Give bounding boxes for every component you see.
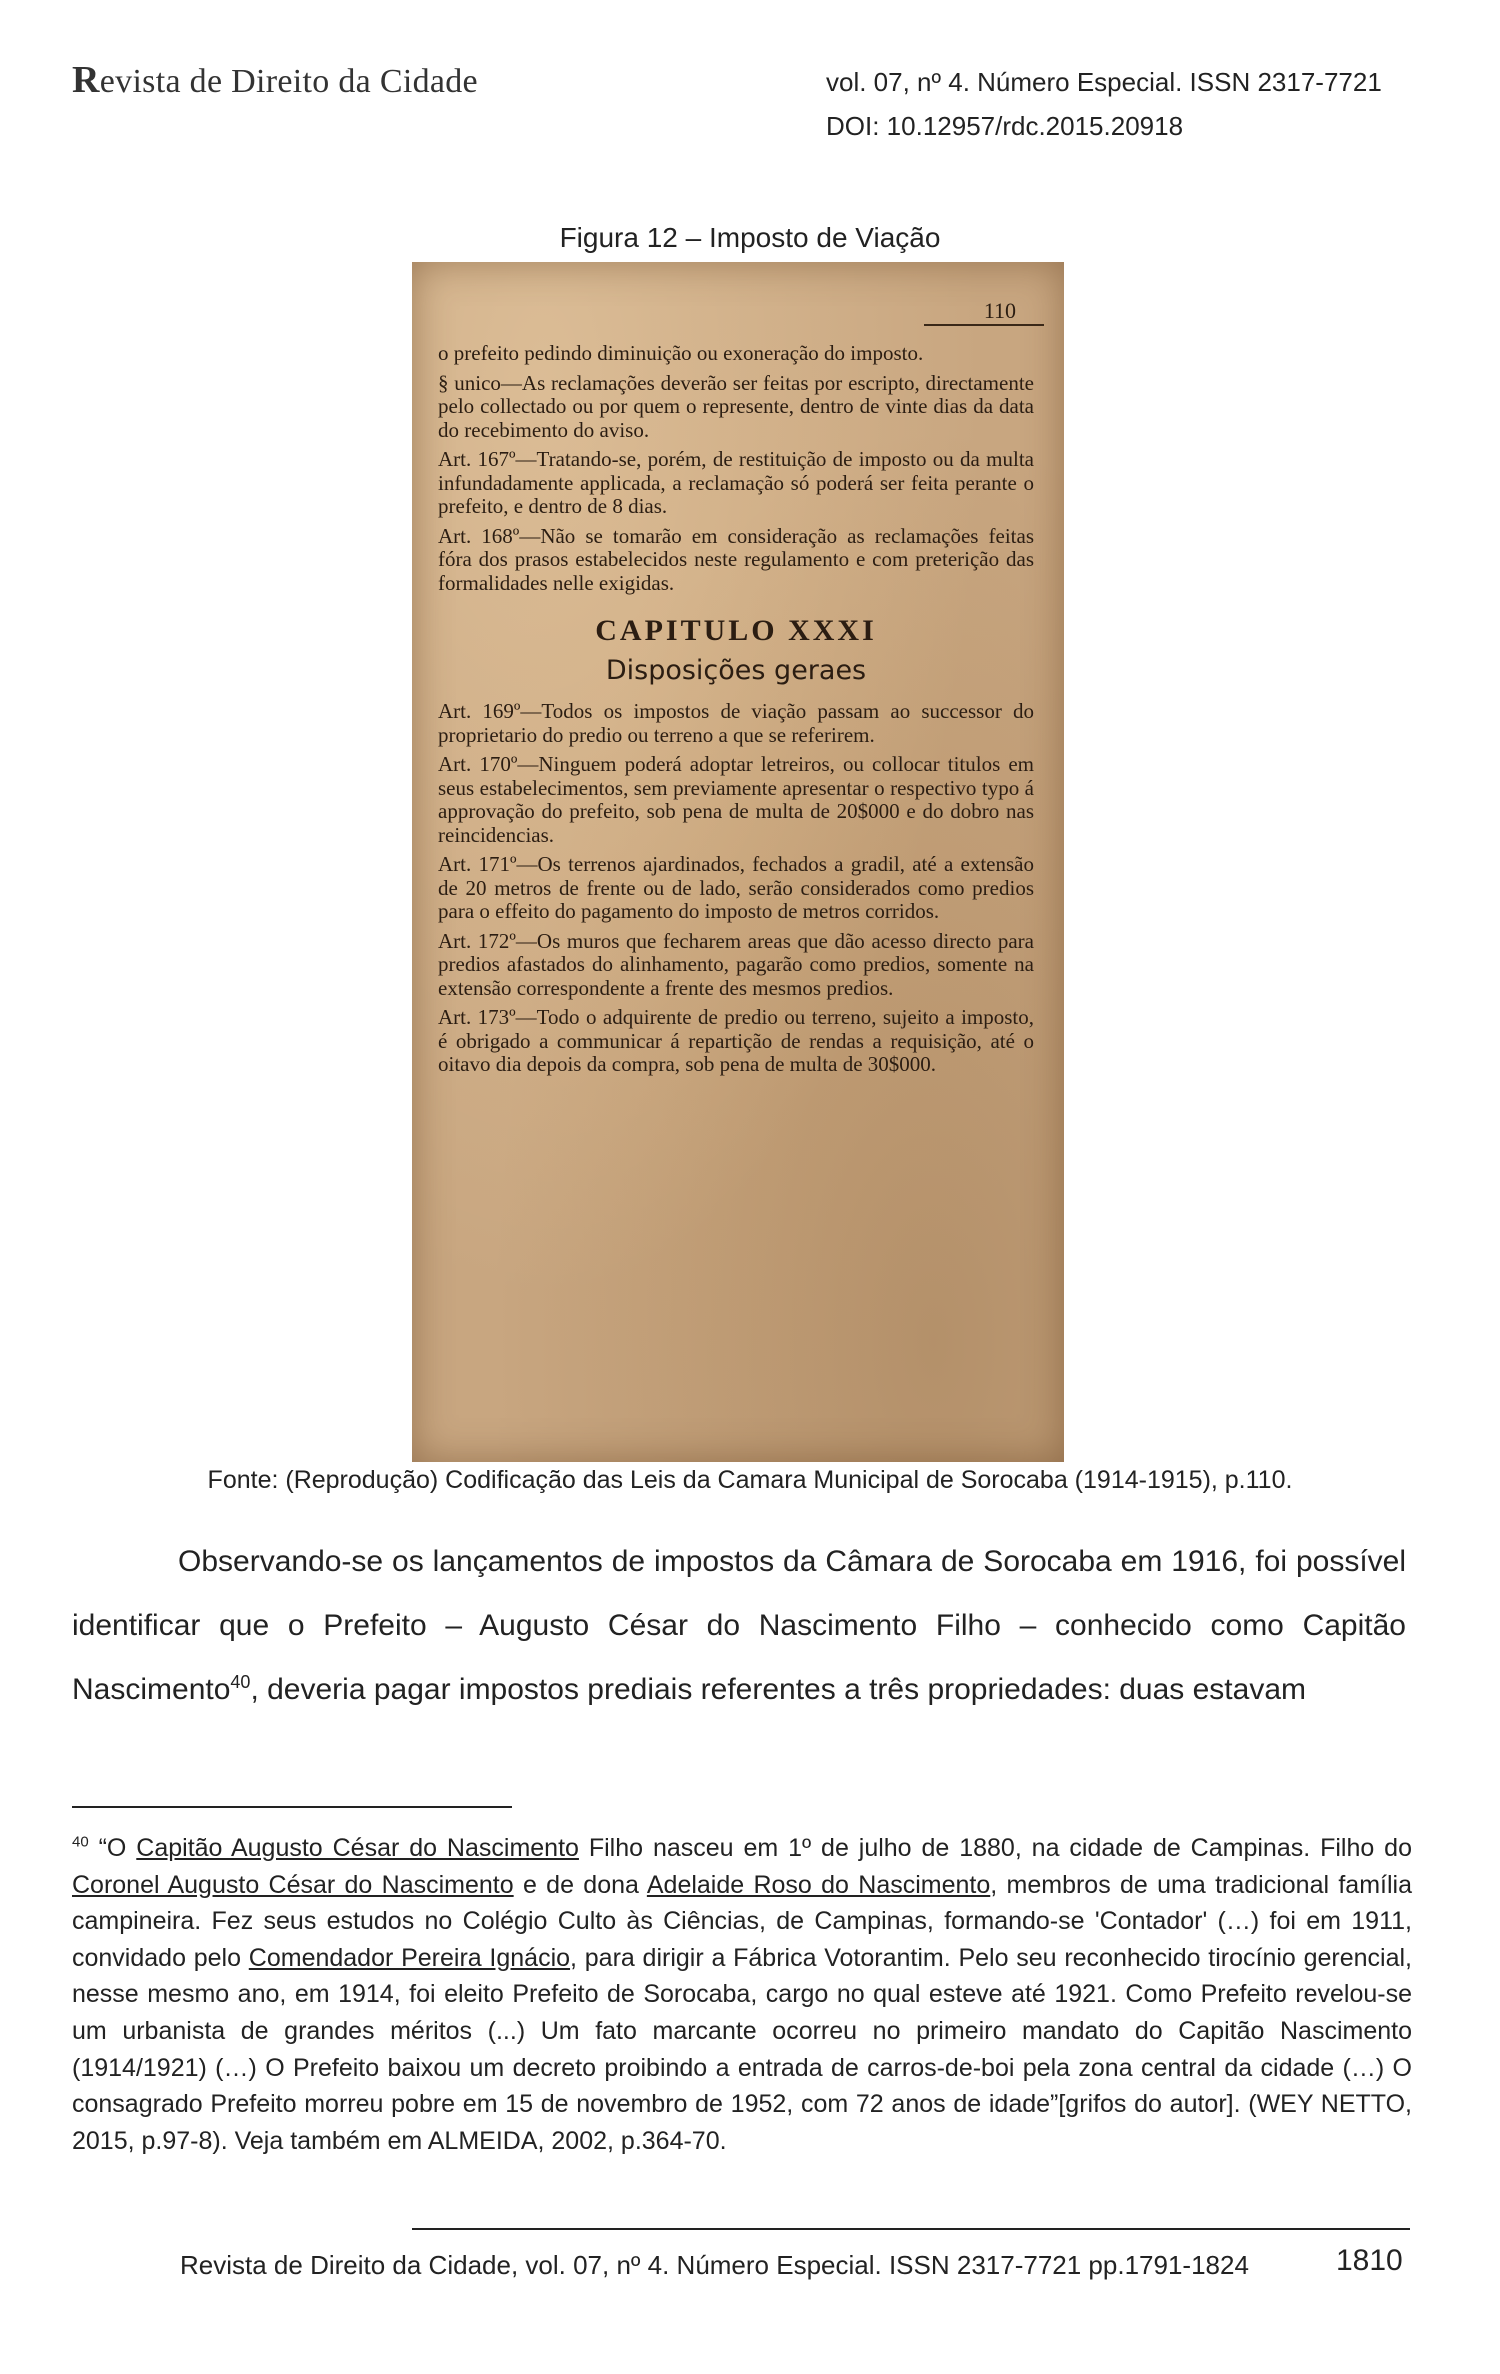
scan-page-rule: [924, 324, 1044, 326]
body-paragraph: [72, 1530, 1406, 1722]
page-number: 1810: [1336, 2244, 1403, 2277]
scan-paragraph: Art. 172º—Os muros que fecharem areas que dão acesso directo para predios afastados do alinhamento, pagarão como predios, somente na extensão correspondente a frente des mesmos predios.: [438, 928, 1034, 1000]
footnote-divider: [72, 1806, 512, 1808]
footnote-text: e de dona: [513, 1870, 647, 1899]
body-text-part-2: , deveria pagar impostos prediais referentes a três propriedades: duas estavam: [250, 1673, 1307, 1706]
scan-chapter-subtitle: Disposições geraes: [605, 654, 867, 686]
footnote-reference[interactable]: 40: [230, 1672, 251, 1692]
footnote-underlined-name: Coronel Augusto César do Nascimento: [72, 1870, 514, 1899]
scan-paragraph: Art. 169º—Todos os impostos de viação passam ao successor do proprietario do predio ou terreno a que se referirem.: [438, 699, 1034, 747]
journal-name-initial: R: [72, 59, 100, 101]
footnote-text: “O: [88, 1834, 137, 1862]
footnote: [72, 1830, 1412, 2159]
journal-name: [72, 58, 478, 102]
footnote-underlined-name: Comendador Pereira Ignácio: [248, 1943, 571, 1972]
doi-line: DOI: 10.12957/rdc.2015.20918: [826, 111, 1184, 141]
scan-paragraph: Art. 168º—Não se tomarão em consideração as reclamações feitas fóra dos prasos estabelecidos neste regulamento e com preterição das formalidades nelle exigidas.: [438, 523, 1034, 595]
scan-text: [438, 342, 1034, 1083]
scan-paragraph: Art. 170º—Ninguem poderá adoptar letreiros, ou collocar titulos em seus estabelecimentos, sem previamente apresentar o respectivo typo á approvação do prefeito, sob pena de multa de 20$000 e do dobro nas reincidencias.: [438, 752, 1034, 847]
scan-paragraph: Art. 171º—Os terrenos ajardinados, fechados a gradil, até a extensão de 20 metros de frente ou de lado, serão considerados como predios para o effeito do pagamento do imposto de metros corridos.: [438, 852, 1034, 923]
footnote-text: Filho nasceu em 1º de julho de 1880, na cidade de Campinas. Filho do: [578, 1834, 1412, 1862]
scanned-document-image: [412, 262, 1064, 1462]
figure-source: Fonte: (Reprodução) Codificação das Leis da Camara Municipal de Sorocaba (1914-1915), p.110.: [207, 1466, 1293, 1494]
journal-name-rest: evista de Direito da Cidade: [99, 63, 478, 100]
scan-paragraph: Art. 167º—Tratando-se, porém, de restituição de imposto ou da multa infundadamente applicada, a reclamação só poderá ser feita perante o prefeito, e dentro de 8 dias.: [438, 447, 1034, 518]
scan-paragraph: o prefeito pedindo diminuição ou exoneração do imposto.: [438, 341, 924, 365]
footer-divider: [412, 2228, 1410, 2230]
scan-paragraph: Art. 173º—Todo o adquirente de predio ou terreno, sujeito a imposto, é obrigado a communicar á repartição de rendas a requisição, até o oitavo dia depois da compra, sob pena de multa de 30$000.: [438, 1005, 1034, 1076]
footnote-text: , para dirigir a Fábrica Votorantim. Pelo seu reconhecido tirocínio gerencial, nesse mesmo ano, em 1914, foi eleito Prefeito de Sorocaba, cargo no qual esteve até 1921. Como Prefeito revelou-se um urbanista de grandes méritos (...) Um fato marcante ocorreu no primeiro mandato do Capitão Nascimento (1914/1921) (…) O Prefeito baixou um decreto proibindo a entrada de carros-de-boi pela zona central da cidade (…) O consagrado Prefeito morreu pobre em 15 de novembro de 1952, com 72 anos de idade”[grifos do autor]. (WEY NETTO, 2015, p.97-8). Veja também em ALMEIDA, 2002, p.364-70.: [72, 1943, 1412, 2155]
footnote-text: , membros de uma tradicional família campineira. Fez seus estudos no Colégio Culto às Ciências, de Campinas, formando-se 'Contador' (…) foi em 1911, convidado pelo: [72, 1870, 1412, 1972]
scan-chapter-title: CAPITULO XXXI: [595, 614, 877, 647]
footnote-underlined-name: Adelaide Roso do Nascimento: [646, 1870, 991, 1899]
figure-caption: Figura 12 – Imposto de Viação: [559, 222, 941, 253]
footnote-number: 40: [72, 1833, 89, 1851]
body-text-part-1: Observando-se os lançamentos de impostos da Câmara de Sorocaba em 1916, foi possível identificar que o Prefeito – Augusto César do Nascimento Filho – conhecido como Capitão Nascimento: [72, 1545, 1406, 1706]
issue-info: [826, 60, 1382, 148]
footnote-underlined-name: Capitão Augusto César do Nascimento: [136, 1834, 579, 1862]
issue-line: vol. 07, nº 4. Número Especial. ISSN 2317-7721: [826, 67, 1382, 97]
scan-paragraph: § unico—As reclamações deverão ser feitas por escripto, directamente pelo collectado ou por quem o represente, dentro de vinte dias da data do recebimento do aviso.: [438, 370, 1034, 442]
footer-citation: Revista de Direito da Cidade, vol. 07, nº 4. Número Especial. ISSN 2317-7721 pp.1791-1824: [180, 2250, 1249, 2280]
scan-page-number: 110: [983, 298, 1016, 323]
